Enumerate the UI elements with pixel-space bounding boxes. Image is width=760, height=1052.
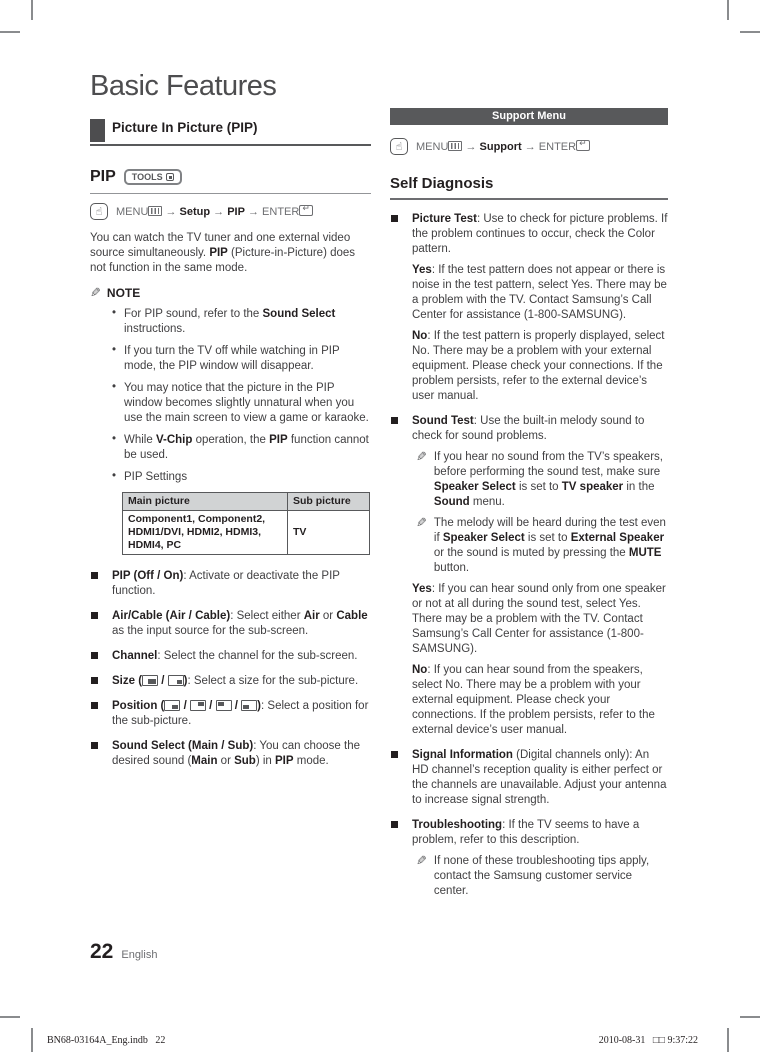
pip-pos-top-right-icon xyxy=(190,700,206,711)
sound-test-yes: Yes: If you can hear sound only from one speaker or not at all during the sound test, select Yes. There may be a problem with the TV. Contact Samsung’s Call Center for assistance (1-800-SAMSUNG). xyxy=(412,583,666,655)
left-column xyxy=(90,70,371,779)
option-position: Position ( / / / ): Select a position for the sub-picture. xyxy=(90,699,371,729)
option-pip-onoff: PIP (Off / On): Activate or deactivate the PIP function. xyxy=(90,569,371,599)
crop-mark xyxy=(0,31,20,33)
pencil-icon xyxy=(90,287,101,300)
pip-size-large-icon xyxy=(142,675,158,686)
pip-heading: PIP xyxy=(90,168,116,185)
item-sound-test xyxy=(390,414,668,738)
support-menu-bar: Support Menu xyxy=(390,108,668,125)
option-sound-select: Sound Select (Main / Sub): You can choose the desired sound (Main or Sub) in PIP mode. xyxy=(90,739,371,769)
note-list xyxy=(112,307,371,485)
picture-test-no: No: If the test pattern is properly displayed, select No. There may be a problem with your external equipment. Please check your connections. If the problem persists, refer to the external device’s user manual. xyxy=(412,330,665,402)
language-label: English xyxy=(121,949,158,961)
table-row xyxy=(123,511,370,555)
note-label: NOTE xyxy=(106,286,141,300)
sound-test-note-2 xyxy=(416,516,668,576)
page-number: 22 xyxy=(90,940,114,963)
troubleshooting-note xyxy=(416,854,668,899)
section-title: Picture In Picture (PIP) xyxy=(112,120,258,135)
item-signal-information: Signal Information (Digital channels only): An HD channel’s reception quality is either perfect or the channels are unavailable. Adjust your antenna to increase signal strength. xyxy=(390,748,668,808)
print-footer-filename: BN68-03164A_Eng.indb 22 xyxy=(47,1035,166,1046)
crop-mark xyxy=(740,31,760,33)
pip-intro-paragraph: You can watch the TV tuner and one external video source simultaneously. PIP (Picture-in-Picture) does not function in the same mode. xyxy=(90,232,356,274)
crop-mark xyxy=(31,0,33,20)
note-item: • If you turn the TV off while watching in PIP mode, the PIP window will disappear. xyxy=(112,344,371,374)
table-cell-sub-source: TV xyxy=(288,511,370,555)
picture-test-yes: Yes: If the test pattern does not appear or there is noise in the test pattern, select Yes. There may be a problem with the TV. Contact Samsung’s Call Center for assistance (1-800-SAMSUNG). xyxy=(412,264,667,321)
pip-options-list xyxy=(90,569,371,769)
picture-test-body: Picture Test: Use to check for picture problems. If the problem continues to occur, check the Color pattern. xyxy=(412,213,668,255)
menu-button-icon xyxy=(148,206,162,216)
crop-mark xyxy=(31,1028,33,1052)
sound-test-body: Sound Test: Use the built-in melody sound to check for sound problems. xyxy=(412,415,645,442)
self-diagnosis-heading: Self Diagnosis xyxy=(390,175,668,200)
sound-test-no: No: If you can hear sound from the speakers, select No. There may be a problem with your external equipment. Please check your connections. If the problem persists, refer to the external device’s user manual. xyxy=(412,664,655,736)
sound-test-note-1-text: If you hear no sound from the TV’s speakers, before performing the sound test, make sure Speaker Select is set to TV speaker in the Sound menu. xyxy=(433,451,663,508)
crop-mark xyxy=(727,1028,729,1052)
menu-path-line xyxy=(390,138,668,155)
section-header xyxy=(90,119,371,146)
menu-path: MENU → Support → ENTER↵ xyxy=(416,140,590,153)
table-header-sub-picture: Sub picture xyxy=(288,493,370,511)
troubleshooting-body: Troubleshooting: If the TV seems to have a problem, refer to this description. xyxy=(412,819,640,846)
option-air-cable: Air/Cable (Air / Cable): Select either Air or Cable as the input source for the sub-screen. xyxy=(90,609,371,639)
menu-path-line xyxy=(90,203,371,220)
note-item: • For PIP sound, refer to the Sound Select instructions. xyxy=(112,307,371,337)
pip-pos-top-left-icon xyxy=(216,700,232,711)
page-footer xyxy=(90,940,157,964)
crop-mark xyxy=(740,1016,760,1018)
menu-button-icon xyxy=(448,141,462,151)
table-header-main-picture: Main picture xyxy=(123,493,288,511)
sound-test-note-2-text: The melody will be heard during the test even if Speaker Select is set to External Speaker or the sound is muted by pressing the MUTE button. xyxy=(433,517,666,574)
remote-press-icon xyxy=(390,138,408,155)
option-size: Size ( / ): Select a size for the sub-picture. xyxy=(90,674,371,689)
pip-heading-row xyxy=(90,168,371,194)
tools-badge-label: TOOLS xyxy=(131,172,163,182)
table-cell-main-sources: Component1, Component2, HDMI1/DVI, HDMI2, HDMI3, HDMI4, PC xyxy=(123,511,288,555)
pencil-icon xyxy=(416,451,427,510)
note-item: • PIP Settings xyxy=(112,470,371,485)
pip-settings-table xyxy=(122,492,370,555)
section-tick-bar xyxy=(90,119,105,142)
pip-size-small-icon xyxy=(168,675,184,686)
table-header-row xyxy=(123,493,370,511)
enter-button-icon xyxy=(299,205,313,216)
crop-mark xyxy=(0,1016,20,1018)
pencil-icon xyxy=(416,855,427,899)
menu-path: MENU → Setup → PIP → ENTER↵ xyxy=(116,205,313,218)
crop-mark xyxy=(727,0,729,20)
item-picture-test xyxy=(390,212,668,404)
pip-pos-bottom-right-icon xyxy=(164,700,180,711)
tools-symbol-icon xyxy=(166,173,174,181)
enter-button-icon xyxy=(576,140,590,151)
pip-pos-bottom-left-icon xyxy=(241,700,257,711)
item-troubleshooting xyxy=(390,818,668,899)
option-channel: Channel: Select the channel for the sub-screen. xyxy=(90,649,371,664)
tools-badge xyxy=(124,169,182,185)
sound-test-note-1 xyxy=(416,450,668,510)
troubleshooting-note-text: If none of these troubleshooting tips apply, contact the Samsung customer service center. xyxy=(433,855,650,897)
chapter-title: Basic Features xyxy=(90,70,277,102)
right-column xyxy=(390,108,668,909)
print-footer-timestamp: 2010-08-31 □□ 9:37:22 xyxy=(598,1035,698,1046)
pencil-icon xyxy=(416,517,427,576)
note-item: • While V-Chip operation, the PIP function cannot be used. xyxy=(112,433,371,463)
note-item: • You may notice that the picture in the PIP window becomes slightly unnatural when you use the main screen to view a game or karaoke. xyxy=(112,381,371,426)
remote-press-icon xyxy=(90,203,108,220)
note-header xyxy=(90,286,371,300)
